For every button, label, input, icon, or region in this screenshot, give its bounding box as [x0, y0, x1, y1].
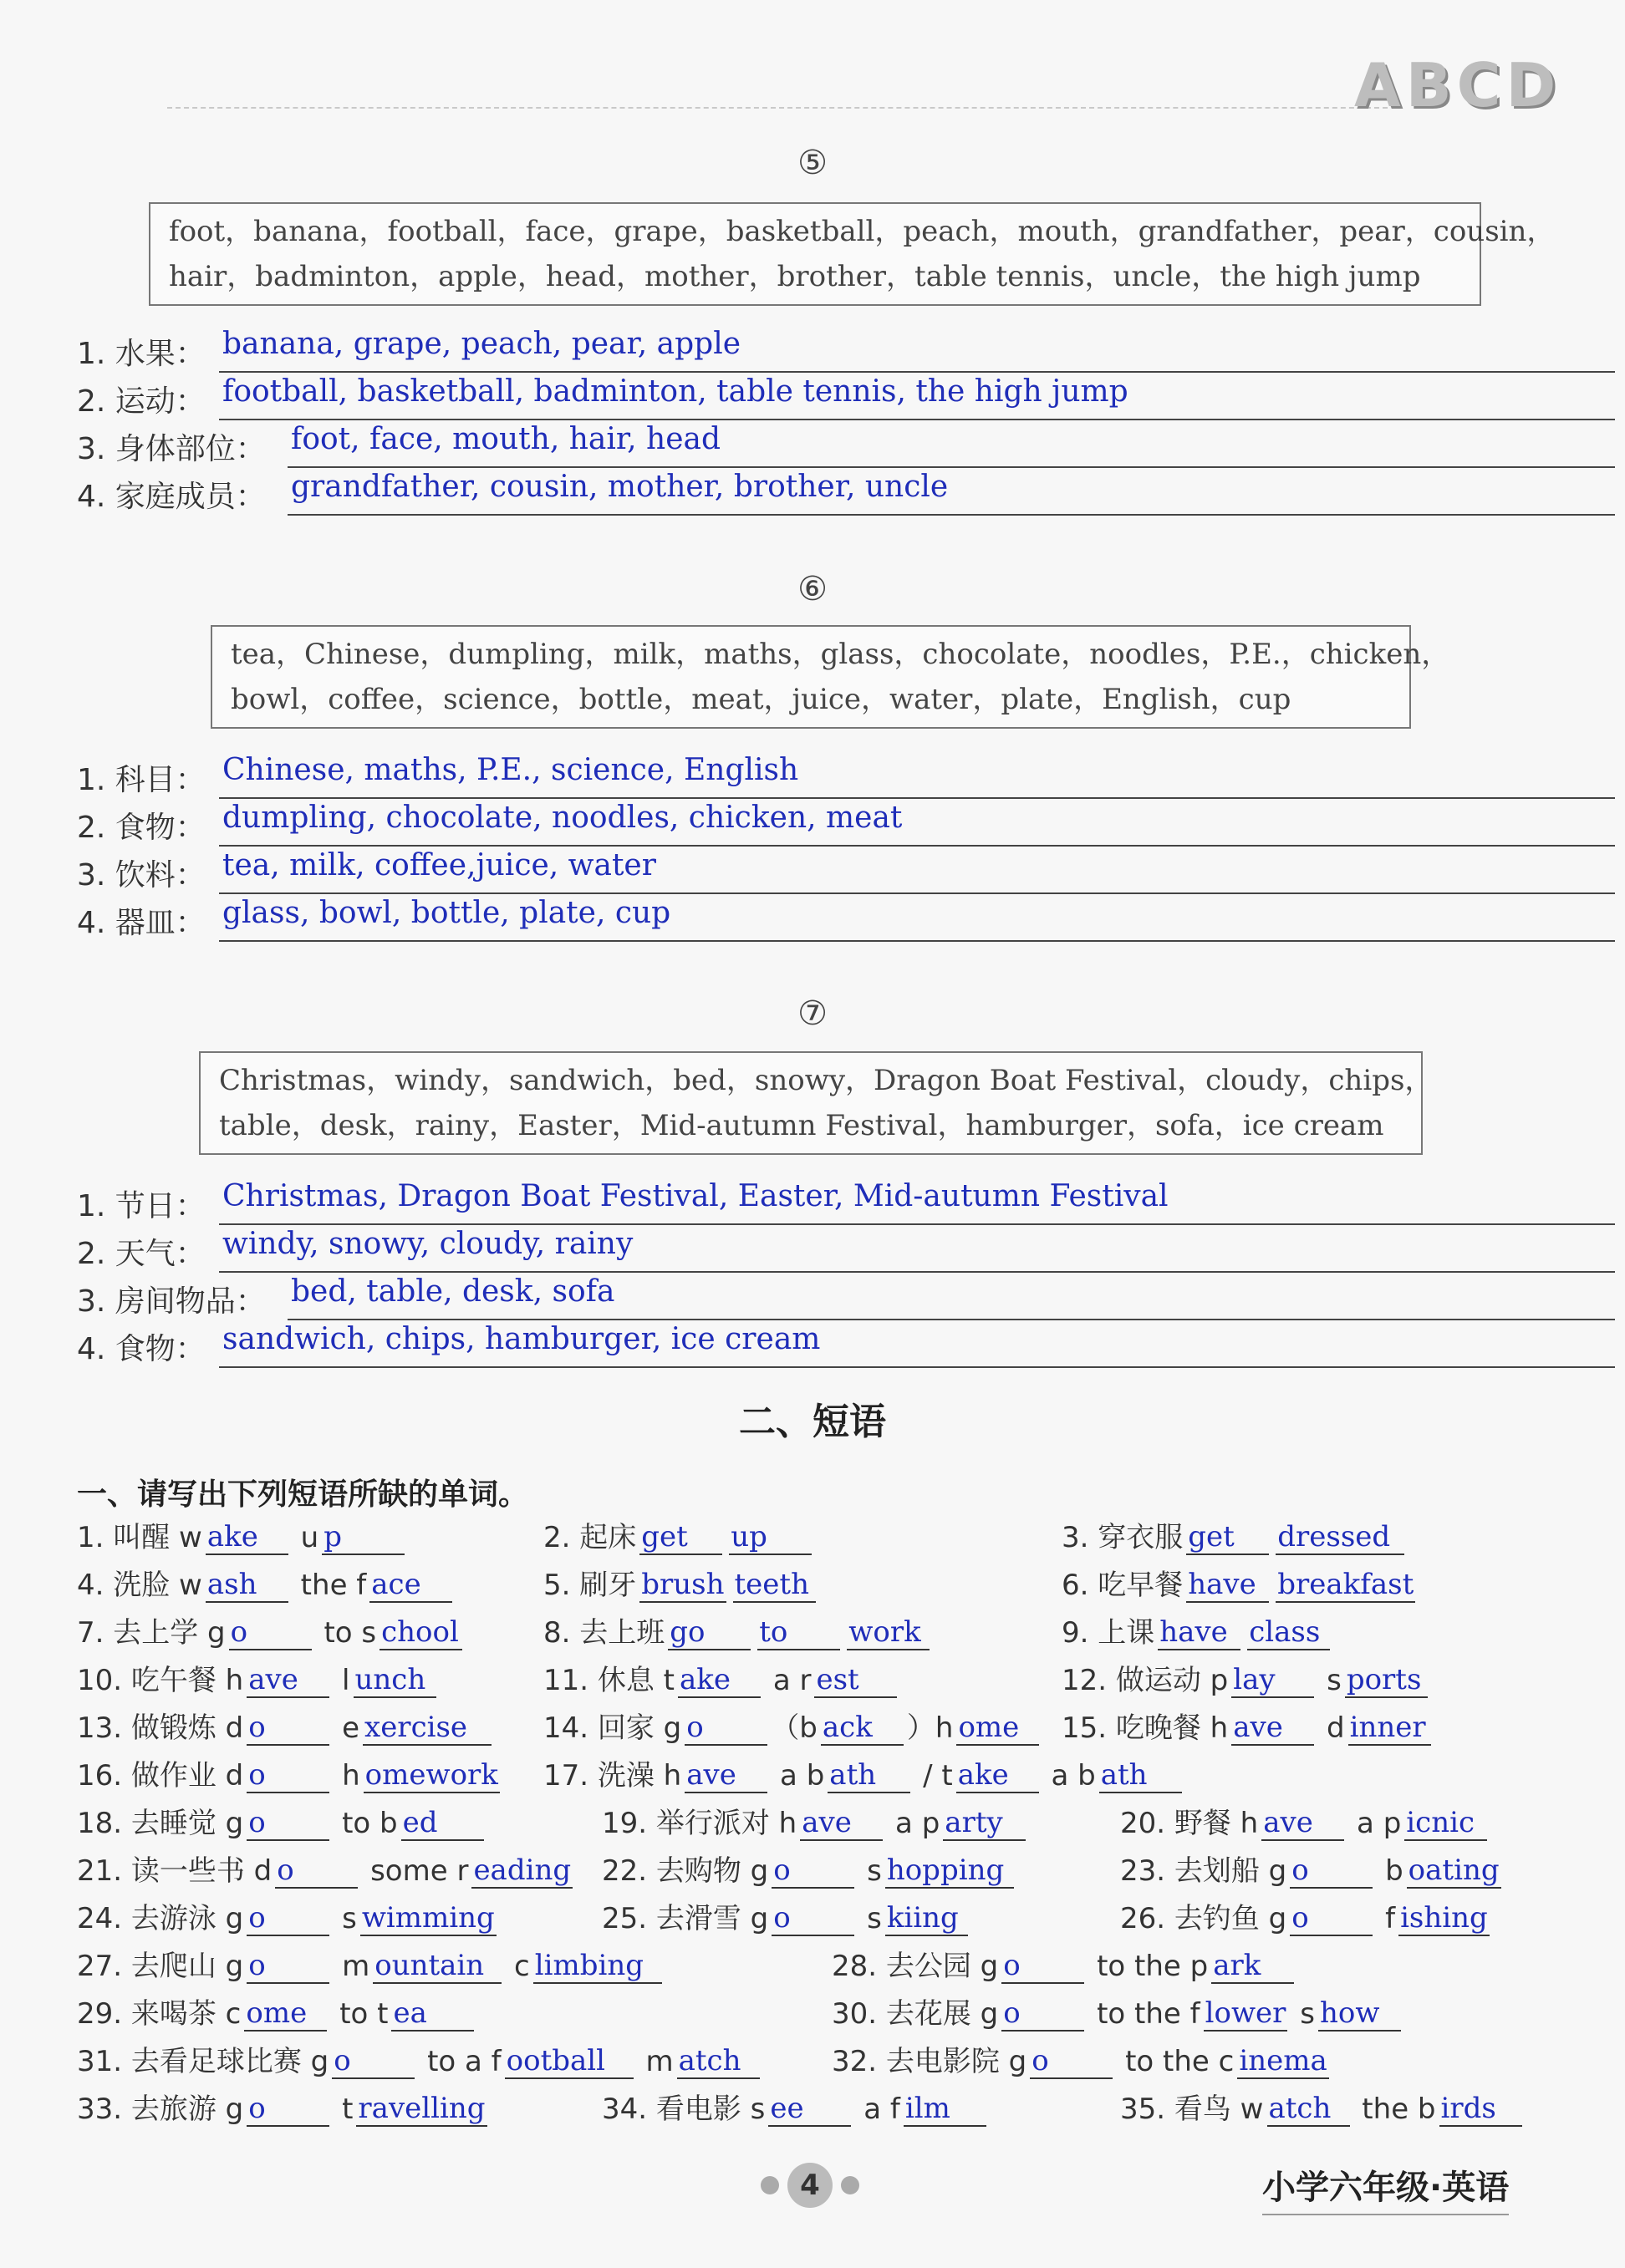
fill-blank[interactable]: ome: [244, 1996, 327, 2032]
category-label: 1. 科目：: [77, 763, 206, 797]
fill-blank[interactable]: work: [847, 1615, 930, 1650]
category-label: 1. 水果：: [77, 337, 206, 371]
fill-blank[interactable]: up: [729, 1520, 812, 1555]
answer-line: [219, 1223, 1615, 1225]
answer-text[interactable]: football, basketball, badminton, table tennis, the high jump: [222, 374, 1128, 409]
phrase-text: 10. 吃午餐 h: [77, 1664, 244, 1697]
phrase-text: 18. 去睡觉 g: [77, 1807, 244, 1840]
phrase-text: 16. 做作业 d: [77, 1759, 244, 1793]
phrase-text: a p: [886, 1807, 940, 1840]
fill-blank[interactable]: oating: [1408, 1854, 1500, 1887]
fill-blank[interactable]: breakfast: [1277, 1568, 1414, 1601]
phrase-text: 32. 去电影院 g: [832, 2045, 1027, 2078]
phrase-text: s: [858, 1854, 882, 1888]
answer-line: [219, 419, 1615, 420]
fill-blank[interactable]: o: [332, 2044, 415, 2079]
phrase-text: a b: [1042, 1759, 1096, 1793]
answer-text[interactable]: banana, grape, peach, pear, apple: [222, 327, 741, 361]
phrase-item: [543, 1657, 900, 1699]
category-label: 1. 节日：: [77, 1189, 206, 1223]
fill-blank[interactable]: dressed: [1276, 1520, 1404, 1555]
answer-text[interactable]: glass, bowl, bottle, plate, cup: [222, 896, 671, 930]
phrase-item: [1120, 1800, 1490, 1842]
phrase-text: to the p: [1088, 1950, 1209, 1983]
phrase-text: 2. 起床: [543, 1521, 637, 1554]
phrase-text: 31. 去看足球比赛 g: [77, 2045, 329, 2078]
section-title: 二、短语: [739, 1401, 886, 1443]
phrase-item: [77, 2086, 491, 2128]
fill-blank[interactable]: icnic: [1404, 1806, 1487, 1841]
fill-blank[interactable]: brush: [641, 1568, 725, 1601]
fill-blank[interactable]: est: [814, 1663, 897, 1698]
phrase-item: [1062, 1657, 1431, 1699]
phrase-text: the b: [1352, 2093, 1436, 2126]
answer-text[interactable]: bed, table, desk, sofa: [291, 1274, 615, 1309]
phrase-text: to the c: [1116, 2045, 1235, 2078]
fill-blank[interactable]: wimming: [361, 1901, 495, 1935]
phrase-text: f: [1376, 1902, 1396, 1935]
phrase-text: 26. 去钓鱼 g: [1120, 1902, 1287, 1935]
answer-line: [288, 1319, 1615, 1320]
fill-blank[interactable]: ack: [821, 1711, 904, 1746]
fill-blank[interactable]: kiing: [885, 1901, 968, 1936]
fill-blank[interactable]: o: [772, 1854, 854, 1889]
fill-blank[interactable]: o: [1001, 1996, 1084, 2032]
group-number: ⑦: [797, 994, 828, 1033]
fill-blank[interactable]: ea: [391, 1996, 474, 2032]
fill-blank[interactable]: eading: [473, 1854, 572, 1887]
phrase-text: 22. 去购物 g: [602, 1854, 769, 1888]
abcd-logo: ABCD: [1354, 50, 1561, 120]
phrase-item: [77, 2038, 763, 2080]
phrase-item: [77, 1657, 440, 1699]
phrase-item: [1062, 1609, 1333, 1651]
phrase-text: s: [858, 1902, 882, 1935]
phrase-text: a b: [771, 1759, 825, 1793]
phrase-text: s: [1317, 1664, 1342, 1697]
phrase-item: [602, 2086, 990, 2128]
phrase-text: s: [1291, 1997, 1315, 2031]
phrase-text: 35. 看鸟 w: [1120, 2093, 1264, 2126]
phrase-item: [543, 1514, 815, 1556]
phrase-text: / t: [914, 1759, 953, 1793]
phrase-item: [543, 1705, 1042, 1747]
phrase-text: 17. 洗澡 h: [543, 1759, 682, 1793]
phrase-text: 25. 去滑雪 g: [602, 1902, 769, 1935]
word-box: [211, 625, 1450, 729]
word-line: foot，banana，football，face，grape，basketball，peach，mouth，grandfather，pear，cousin，: [169, 215, 1556, 248]
phrase-text: u: [291, 1521, 319, 1554]
fill-blank[interactable]: ark: [1211, 1949, 1294, 1984]
word-line: Christmas，windy，sandwich，bed，snowy，Dragon Boat Festival，cloudy，chips，: [219, 1064, 1434, 1097]
fill-blank[interactable]: inema: [1239, 2044, 1327, 2077]
category-label: 3. 身体部位：: [77, 432, 266, 466]
category-label: 3. 房间物品：: [77, 1284, 266, 1319]
answer-line: [288, 514, 1615, 516]
word-line: tea，Chinese，dumpling，milk，maths，glass，chocolate，noodles，P.E.，chicken，: [231, 638, 1450, 671]
phrase-item: [543, 1562, 819, 1604]
header-dashed-line: [167, 74, 1388, 109]
page-number: 4: [787, 2163, 833, 2208]
answer-text[interactable]: Chinese, maths, P.E., science, English: [222, 753, 799, 787]
phrase-text: b: [1376, 1854, 1403, 1888]
phrase-text: a f: [854, 2093, 900, 2126]
phrase-text: m: [636, 2045, 674, 2078]
phrase-text: h: [333, 1759, 360, 1793]
phrase-text: l: [333, 1664, 350, 1697]
phrase-text: 28. 去公园 g: [832, 1950, 999, 1983]
word-box: [199, 1051, 1434, 1155]
answer-line: [219, 892, 1615, 894]
fill-blank[interactable]: o: [275, 1854, 358, 1889]
phrase-item: [77, 1943, 665, 1985]
fill-blank[interactable]: ave: [800, 1806, 883, 1841]
fill-blank[interactable]: ave: [1231, 1711, 1314, 1746]
phrase-text: 33. 去旅游 g: [77, 2093, 244, 2126]
fill-blank[interactable]: have: [1186, 1568, 1269, 1603]
phrase-text: d: [1317, 1711, 1345, 1745]
phrase-text: 4. 洗脸 w: [77, 1569, 202, 1602]
phrase-text: to the f: [1088, 1997, 1200, 2031]
phrase-text: 8. 去上班: [543, 1616, 665, 1650]
phrase-text: a p: [1347, 1807, 1402, 1840]
fill-blank[interactable]: unch: [354, 1663, 436, 1698]
phrase-text: ）h: [906, 1711, 954, 1745]
fill-blank[interactable]: ake: [678, 1663, 761, 1698]
fill-blank[interactable]: o: [1001, 1949, 1084, 1984]
phrase-text: 12. 做运动 p: [1062, 1664, 1229, 1697]
fill-blank[interactable]: ee: [768, 2092, 851, 2127]
phrase-text: 5. 刷牙: [543, 1569, 637, 1602]
phrase-item: [543, 1609, 933, 1651]
grade-label: 小学六年级·英语: [1262, 2161, 1509, 2215]
phrase-text: （b: [771, 1711, 818, 1745]
instruction: 一、请写出下列短语所缺的单词。: [77, 1477, 529, 1512]
phrase-item: [1120, 1895, 1493, 1937]
phrase-item: [77, 1752, 503, 1794]
phrase-text: 24. 去游泳 g: [77, 1902, 244, 1935]
phrase-text: the f: [291, 1569, 367, 1602]
fill-blank[interactable]: arty: [943, 1806, 1026, 1841]
phrase-text: c: [505, 1950, 530, 1983]
phrase-item: [832, 2038, 1332, 2080]
fill-blank[interactable]: ountain: [373, 1949, 502, 1984]
fill-blank[interactable]: ravelling: [358, 2092, 486, 2125]
phrase-text: 1. 叫醒 w: [77, 1521, 202, 1554]
fill-blank[interactable]: ash: [206, 1568, 288, 1603]
answer-text[interactable]: tea, milk, coffee,juice, water: [222, 848, 656, 882]
fill-blank[interactable]: hopping: [885, 1854, 1014, 1889]
phrase-text: to b: [333, 1807, 398, 1840]
group-number: ⑤: [797, 144, 828, 182]
answer-text[interactable]: grandfather, cousin, mother, brother, uncle: [291, 470, 949, 504]
fill-blank[interactable]: o: [1030, 2044, 1113, 2079]
phrase-text: to a f: [418, 2045, 502, 2078]
fill-blank[interactable]: o: [247, 1758, 329, 1793]
phrase-item: [602, 1895, 971, 1937]
phrase-text: 15. 吃晚餐 h: [1062, 1711, 1229, 1745]
answer-text[interactable]: windy, snowy, cloudy, rainy: [222, 1227, 634, 1261]
fill-blank[interactable]: ports: [1345, 1663, 1428, 1698]
phrase-item: [1062, 1705, 1434, 1747]
phrase-text: 9. 上课: [1062, 1616, 1155, 1650]
phrase-text: s: [333, 1902, 357, 1935]
fill-blank[interactable]: ave: [685, 1758, 767, 1793]
fill-blank[interactable]: o: [247, 1901, 329, 1936]
category-label: 4. 食物：: [77, 1332, 206, 1366]
phrase-text: 23. 去划船 g: [1120, 1854, 1287, 1888]
word-line: table，desk，rainy，Easter，Mid-autumn Festival，hamburger，sofa，ice cream: [219, 1109, 1384, 1142]
fill-blank[interactable]: o: [247, 1949, 329, 1984]
phrase-text: some r: [361, 1854, 469, 1888]
fill-blank[interactable]: o: [685, 1711, 767, 1746]
word-box: [149, 202, 1556, 306]
fill-blank[interactable]: ath: [828, 1758, 910, 1793]
phrase-item: [77, 1514, 408, 1556]
fill-blank[interactable]: ed: [401, 1806, 484, 1841]
phrase-text: 19. 举行派对 h: [602, 1807, 797, 1840]
phrase-text: 3. 穿衣服: [1062, 1521, 1184, 1554]
fill-blank[interactable]: get: [1186, 1520, 1269, 1555]
fill-blank[interactable]: o: [247, 1806, 329, 1841]
fill-blank[interactable]: ath: [1099, 1758, 1182, 1793]
group-number: ⑥: [797, 570, 828, 608]
fill-blank[interactable]: go: [668, 1615, 751, 1650]
word-line: bowl，coffee，science，bottle，meat，juice，water，plate，English，cup: [231, 683, 1291, 716]
category-label: 3. 饮料：: [77, 858, 206, 892]
fill-blank[interactable]: o: [247, 1711, 329, 1746]
fill-blank[interactable]: have: [1158, 1615, 1240, 1650]
fill-blank[interactable]: o: [772, 1901, 854, 1936]
fill-blank[interactable]: o: [1290, 1901, 1373, 1936]
category-label: 4. 器皿：: [77, 906, 206, 940]
fill-blank[interactable]: inner: [1348, 1711, 1431, 1746]
phrase-text: 30. 去花展 g: [832, 1997, 999, 2031]
phrase-text: 21. 读一些书 d: [77, 1854, 273, 1888]
phrase-text: e: [333, 1711, 360, 1745]
answer-line: [219, 797, 1615, 799]
phrase-item: [602, 1800, 1029, 1842]
phrase-text: a r: [764, 1664, 812, 1697]
phrase-text: 27. 去爬山 g: [77, 1950, 244, 1983]
category-label: 2. 天气：: [77, 1237, 206, 1271]
phrase-text: t: [333, 2093, 354, 2126]
category-label: 2. 食物：: [77, 811, 206, 845]
phrase-text: 34. 看电影 s: [602, 2093, 766, 2126]
phrase-item: [77, 1848, 576, 1889]
phrase-text: to t: [330, 1997, 389, 2031]
answer-text[interactable]: Christmas, Dragon Boat Festival, Easter, Mid-autumn Festival: [222, 1179, 1169, 1213]
phrase-item: [832, 1991, 1404, 2032]
phrase-item: [832, 1943, 1297, 1985]
phrase-text: to s: [314, 1616, 377, 1650]
phrase-item: [543, 1752, 1185, 1794]
dot-icon: [761, 2176, 779, 2194]
answer-line: [219, 371, 1615, 373]
page-number-area: [752, 2163, 868, 2208]
phrase-item: [1120, 2086, 1526, 2128]
fill-blank[interactable]: atch: [677, 2044, 760, 2079]
phrase-text: 7. 去上学 g: [77, 1616, 226, 1650]
fill-blank[interactable]: ave: [1261, 1806, 1344, 1841]
fill-blank[interactable]: ilm: [904, 2092, 986, 2127]
fill-blank[interactable]: teeth: [733, 1568, 816, 1603]
fill-blank[interactable]: p: [322, 1520, 405, 1555]
word-line: hair，badminton，apple，head，mother，brother，table tennis，uncle，the high jump: [169, 260, 1421, 293]
phrase-text: 11. 休息 t: [543, 1664, 675, 1697]
phrase-item: [77, 1800, 487, 1842]
fill-blank[interactable]: ome: [956, 1711, 1039, 1746]
answer-line: [219, 1366, 1615, 1368]
phrase-text: 14. 回家 g: [543, 1711, 682, 1745]
phrase-text: m: [333, 1950, 370, 1983]
fill-blank[interactable]: o: [247, 2092, 329, 2127]
fill-blank[interactable]: lay: [1231, 1663, 1314, 1698]
phrase-text: 6. 吃早餐: [1062, 1569, 1184, 1602]
fill-blank[interactable]: lower: [1205, 1996, 1286, 2030]
fill-blank[interactable]: omework: [364, 1758, 498, 1792]
fill-blank[interactable]: atch: [1267, 2092, 1350, 2127]
fill-blank[interactable]: xercise: [363, 1711, 492, 1746]
fill-blank[interactable]: o: [229, 1615, 312, 1650]
fill-blank[interactable]: class: [1247, 1615, 1330, 1650]
phrase-item: [1062, 1562, 1419, 1604]
answer-text[interactable]: foot, face, mouth, hair, head: [291, 422, 721, 456]
category-label: 2. 运动：: [77, 384, 206, 419]
phrase-item: [77, 1991, 477, 2032]
phrase-text: 29. 来喝茶 c: [77, 1997, 242, 2031]
answer-line: [288, 466, 1615, 468]
phrase-text: 20. 野餐 h: [1120, 1807, 1259, 1840]
phrase-item: [77, 1562, 456, 1604]
category-label: 4. 家庭成员：: [77, 480, 266, 514]
fill-blank[interactable]: get: [639, 1520, 722, 1555]
answer-text[interactable]: sandwich, chips, hamburger, ice cream: [222, 1322, 821, 1356]
fill-blank[interactable]: how: [1318, 1996, 1401, 2032]
phrase-item: [1120, 1848, 1505, 1889]
phrase-item: [1062, 1514, 1408, 1556]
dot-icon: [841, 2176, 859, 2194]
answer-line: [219, 940, 1615, 942]
fill-blank[interactable]: ake: [956, 1758, 1039, 1793]
fill-blank[interactable]: ootball: [505, 2044, 634, 2079]
fill-blank[interactable]: to: [757, 1615, 840, 1650]
phrase-text: 13. 做锻炼 d: [77, 1711, 244, 1745]
answer-text[interactable]: dumpling, chocolate, noodles, chicken, meat: [222, 801, 903, 835]
fill-blank[interactable]: chool: [380, 1615, 462, 1650]
fill-blank[interactable]: ishing: [1400, 1901, 1488, 1935]
fill-blank[interactable]: ake: [206, 1520, 288, 1555]
fill-blank[interactable]: ave: [247, 1663, 329, 1698]
phrase-item: [77, 1609, 466, 1651]
fill-blank[interactable]: ace: [369, 1568, 452, 1603]
answer-line: [219, 1271, 1615, 1273]
phrase-item: [77, 1705, 495, 1747]
answer-line: [219, 845, 1615, 847]
fill-blank[interactable]: limbing: [533, 1949, 662, 1984]
phrase-item: [77, 1895, 500, 1937]
fill-blank[interactable]: o: [1290, 1854, 1373, 1889]
phrase-item: [602, 1848, 1017, 1889]
fill-blank[interactable]: irds: [1439, 2092, 1522, 2127]
